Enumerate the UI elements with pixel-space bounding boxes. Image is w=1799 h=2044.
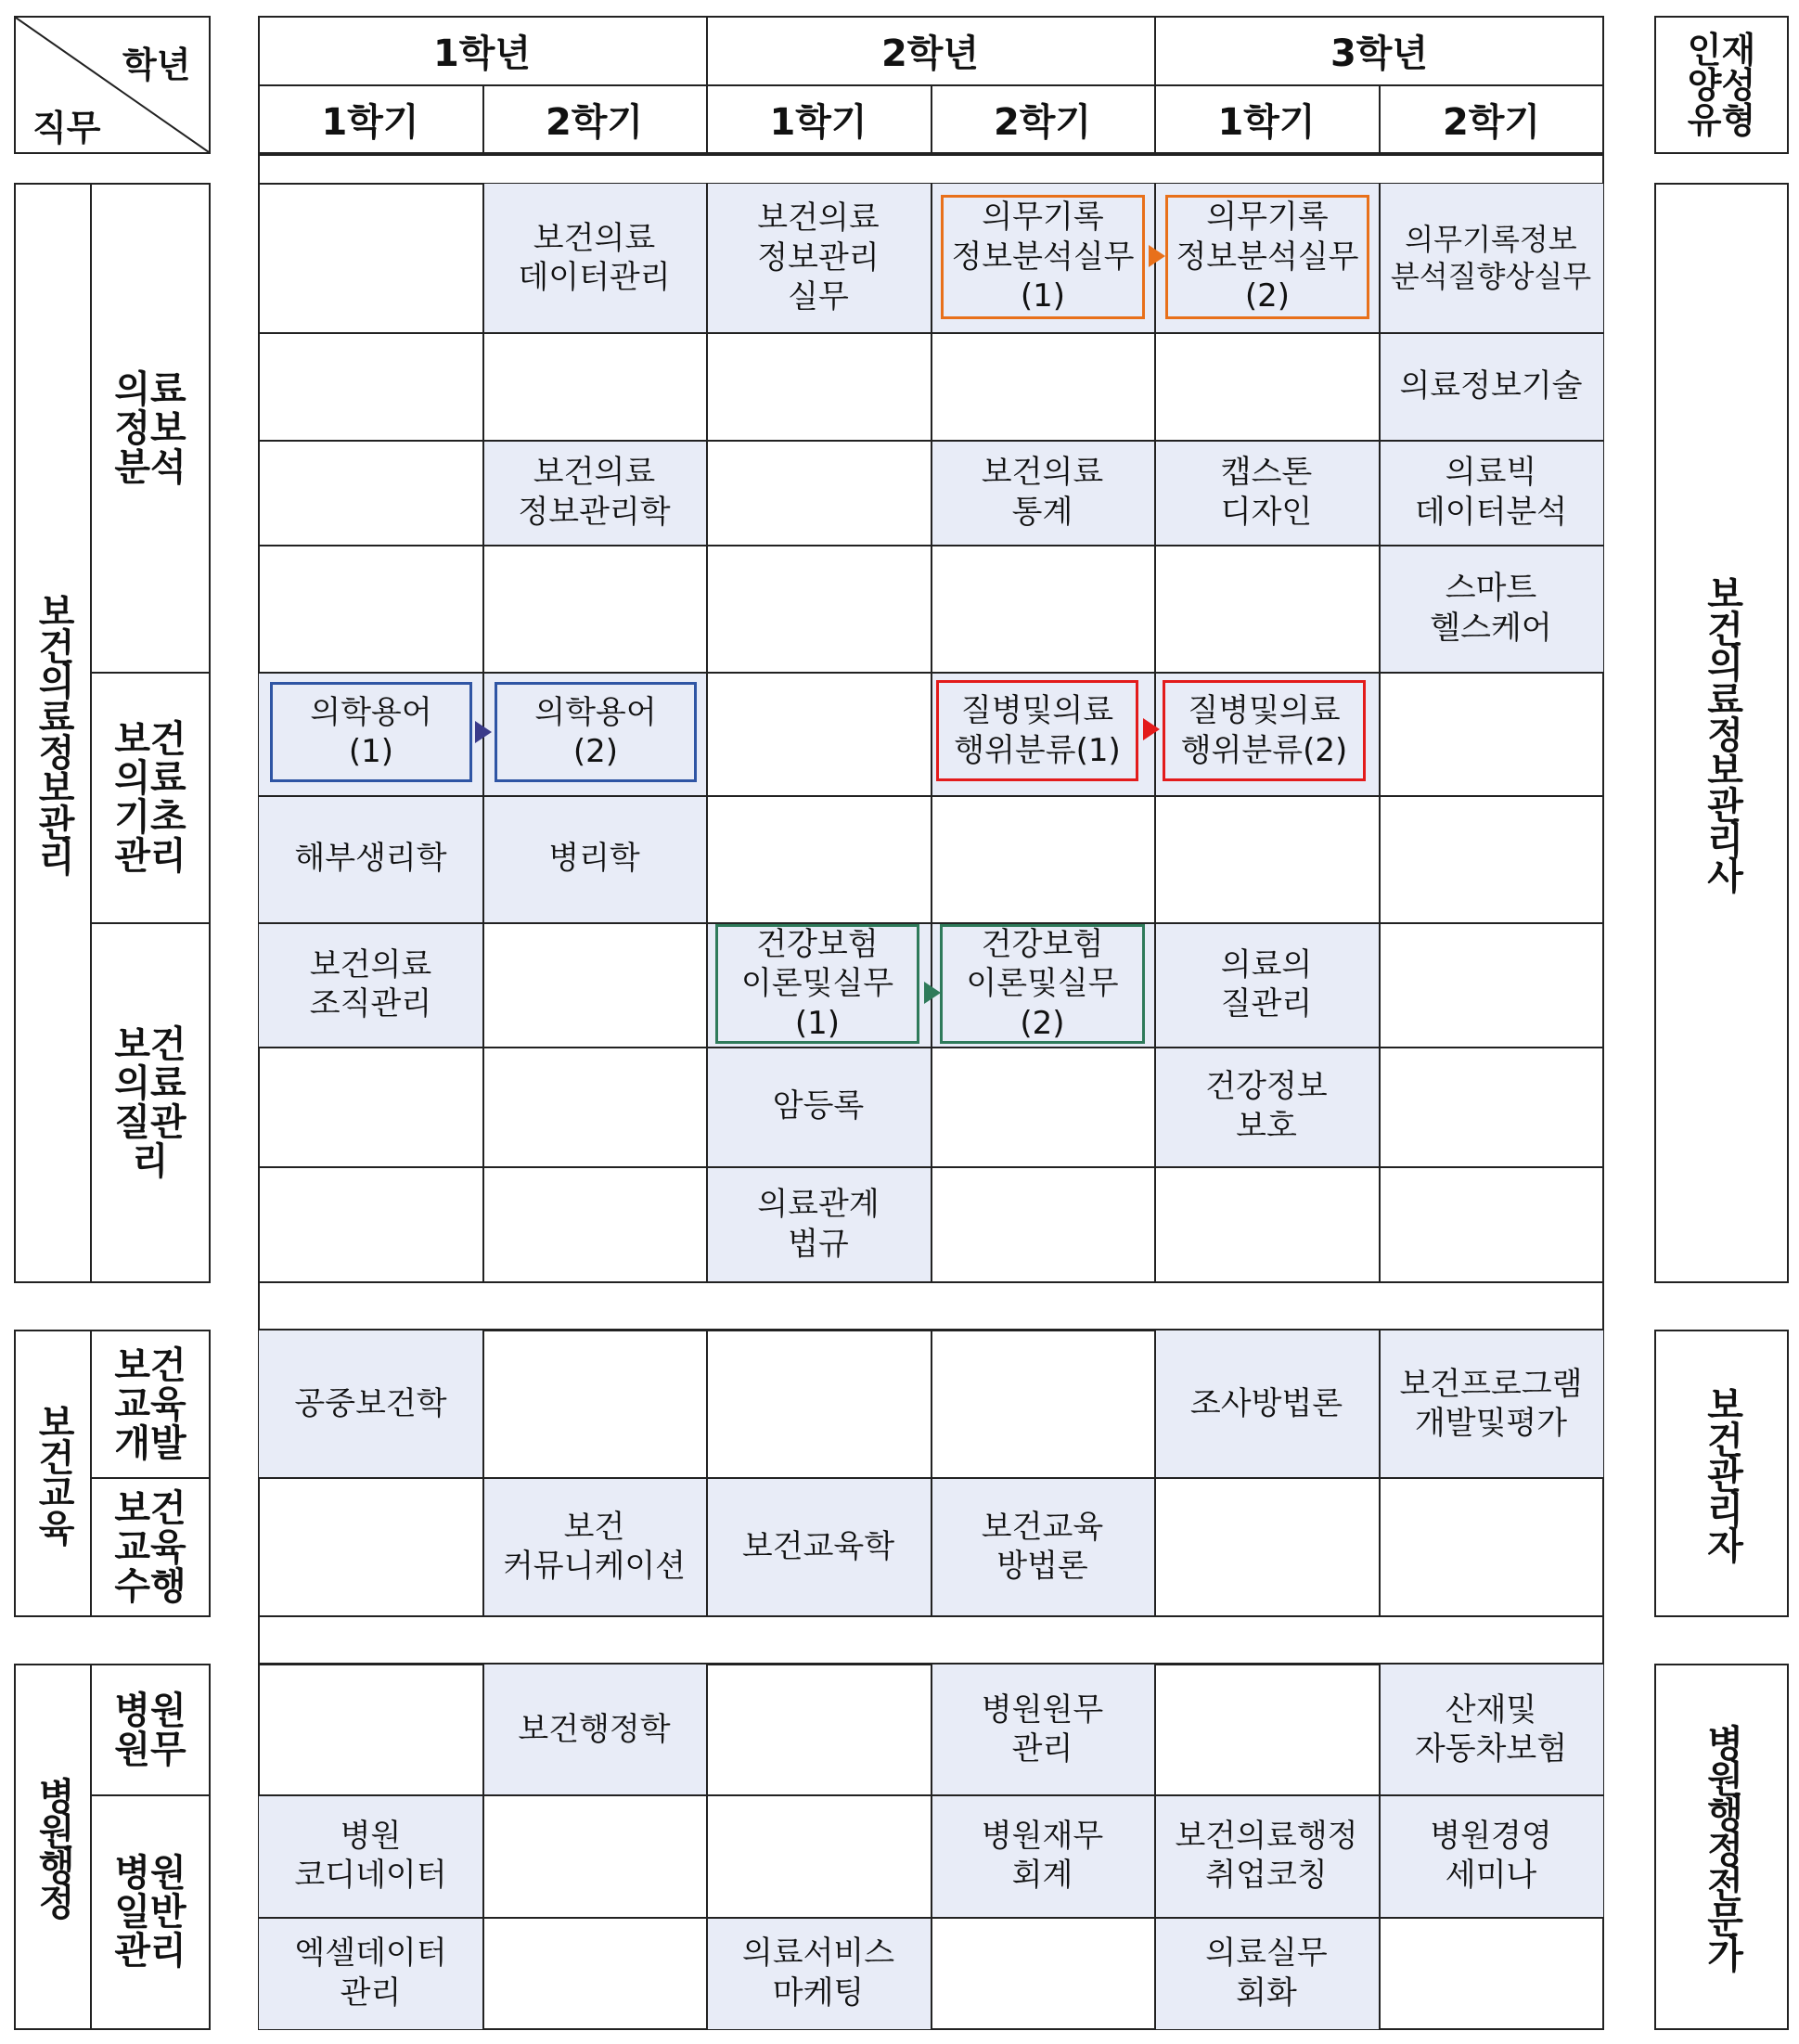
spacer-row-3 (258, 1615, 1604, 1665)
semester-3-1: 1학기 (1217, 101, 1316, 144)
course-medical-record-analysis-1: 의무기록 정보분석실무 (1) (941, 195, 1145, 319)
course-health-insurance-1: 건강보험 이론및실무 (1) (715, 924, 919, 1044)
corner-header (14, 16, 211, 154)
sub-education-delivery: 보건 교육 수행 (114, 1486, 186, 1608)
course-quality-management: 의료의 질관리 (1220, 945, 1313, 1022)
course-education-methods: 보건교육 방법론 (981, 1508, 1104, 1585)
course-smart-healthcare: 스마트 헬스케어 (1430, 570, 1552, 647)
result-label-hospital-admin: 병원행정전문가 (1701, 1723, 1744, 1971)
semester-2-1: 1학기 (769, 101, 867, 144)
course-capstone: 캡스톤 디자인 (1220, 454, 1313, 531)
course-anatomy-physiology: 해부생리학 (294, 840, 447, 878)
semester-1-2: 2학기 (545, 101, 644, 144)
talent-type-header: 인재 양성 유형 (1654, 16, 1789, 154)
arrow-orange (1149, 245, 1165, 267)
course-pathology: 병리학 (548, 840, 640, 878)
semester-2-2: 2학기 (993, 101, 1092, 144)
corner-job-label: 직무 (32, 108, 101, 148)
sub-hospital-general-management: 병원 일반 관리 (114, 1852, 186, 1973)
result-label-health-manager: 보건관리자 (1701, 1385, 1744, 1562)
course-info-management-practice: 보건의료 정보관리 실무 (757, 199, 880, 316)
course-research-methods: 조사방법론 (1189, 1384, 1343, 1422)
group-label-health-info: 보건의료정보관리 (32, 592, 75, 874)
arrow-blue (475, 721, 492, 743)
course-hospital-management-seminar: 병원경영 세미나 (1430, 1817, 1552, 1894)
sub-medical-info-analysis: 의료 정보 분석 (114, 367, 186, 489)
spacer-row-2 (258, 1281, 1604, 1331)
semester-1-1: 1학기 (321, 101, 419, 144)
year-1: 1학년 (432, 32, 532, 75)
course-hospital-coordinator: 병원 코디네이터 (294, 1817, 447, 1894)
arrow-red (1143, 718, 1160, 740)
sub-education-development: 보건 교육 개발 (114, 1343, 186, 1465)
course-organization-management: 보건의료 조직관리 (309, 945, 432, 1022)
course-medical-law: 의료관계 법규 (757, 1186, 880, 1263)
course-info-management-studies: 보건의료 정보관리학 (518, 454, 671, 531)
course-health-insurance-2: 건강보험 이론및실무 (2) (940, 924, 1145, 1044)
course-statistics: 보건의료 통계 (981, 454, 1104, 531)
course-hospital-finance: 병원재무 회계 (981, 1817, 1104, 1894)
course-health-communication: 보건 커뮤니케이션 (502, 1508, 687, 1585)
course-medical-record-analysis-2: 의무기록 정보분석실무 (2) (1165, 195, 1369, 319)
course-excel-data: 엑셀데이터 관리 (294, 1935, 447, 2012)
course-record-quality-practice: 의무기록정보 분석질향상실무 (1390, 222, 1592, 294)
course-disease-classification-1: 질병및의료 행위분류(1) (936, 680, 1138, 781)
course-medical-terms-1: 의학용어 (1) (270, 682, 472, 782)
course-public-health: 공중보건학 (294, 1384, 447, 1422)
course-program-development: 보건프로그램 개발및평가 (1399, 1365, 1583, 1442)
sub-quality-management: 보건 의료 질관 리 (114, 1022, 186, 1183)
course-medical-service-marketing: 의료서비스 마케팅 (741, 1935, 895, 2012)
sub-hospital-patient-service: 병원 원무 (114, 1689, 186, 1771)
course-data-management: 보건의료 데이터관리 (518, 219, 671, 296)
sub-basic-management: 보건 의료 기초 관리 (114, 718, 186, 878)
course-career-coaching: 보건의료행정 취업코칭 (1175, 1817, 1358, 1894)
spacer-row-1 (258, 154, 1604, 185)
course-health-info-protection: 건강정보 보호 (1205, 1068, 1328, 1145)
group-label-hospital-admin: 병원행정 (32, 1776, 75, 1918)
year-2: 2학년 (880, 32, 980, 75)
corner-year-label: 학년 (122, 45, 191, 85)
semester-3-2: 2학기 (1442, 101, 1541, 144)
course-medical-conversation: 의료실무 회화 (1205, 1935, 1328, 2012)
result-label-health-info: 보건의료정보관리사 (1701, 574, 1744, 892)
arrow-green (924, 982, 941, 1004)
course-disease-classification-2: 질병및의료 행위분류(2) (1163, 680, 1366, 781)
course-medical-terms-2: 의학용어 (2) (495, 682, 697, 782)
group-label-health-education: 보건교육 (32, 1403, 75, 1544)
course-health-education: 보건교육학 (741, 1527, 895, 1565)
course-patient-service-management: 병원원무 관리 (981, 1690, 1104, 1768)
course-health-administration: 보건행정학 (518, 1710, 671, 1748)
course-cancer-registry: 암등록 (772, 1087, 865, 1125)
year-3: 3학년 (1330, 32, 1429, 75)
course-industrial-auto-insurance: 산재및 자동차보험 (1414, 1690, 1568, 1768)
course-big-data: 의료빅 데이터분석 (1414, 454, 1568, 531)
course-medical-info-tech: 의료정보기술 (1399, 366, 1583, 405)
